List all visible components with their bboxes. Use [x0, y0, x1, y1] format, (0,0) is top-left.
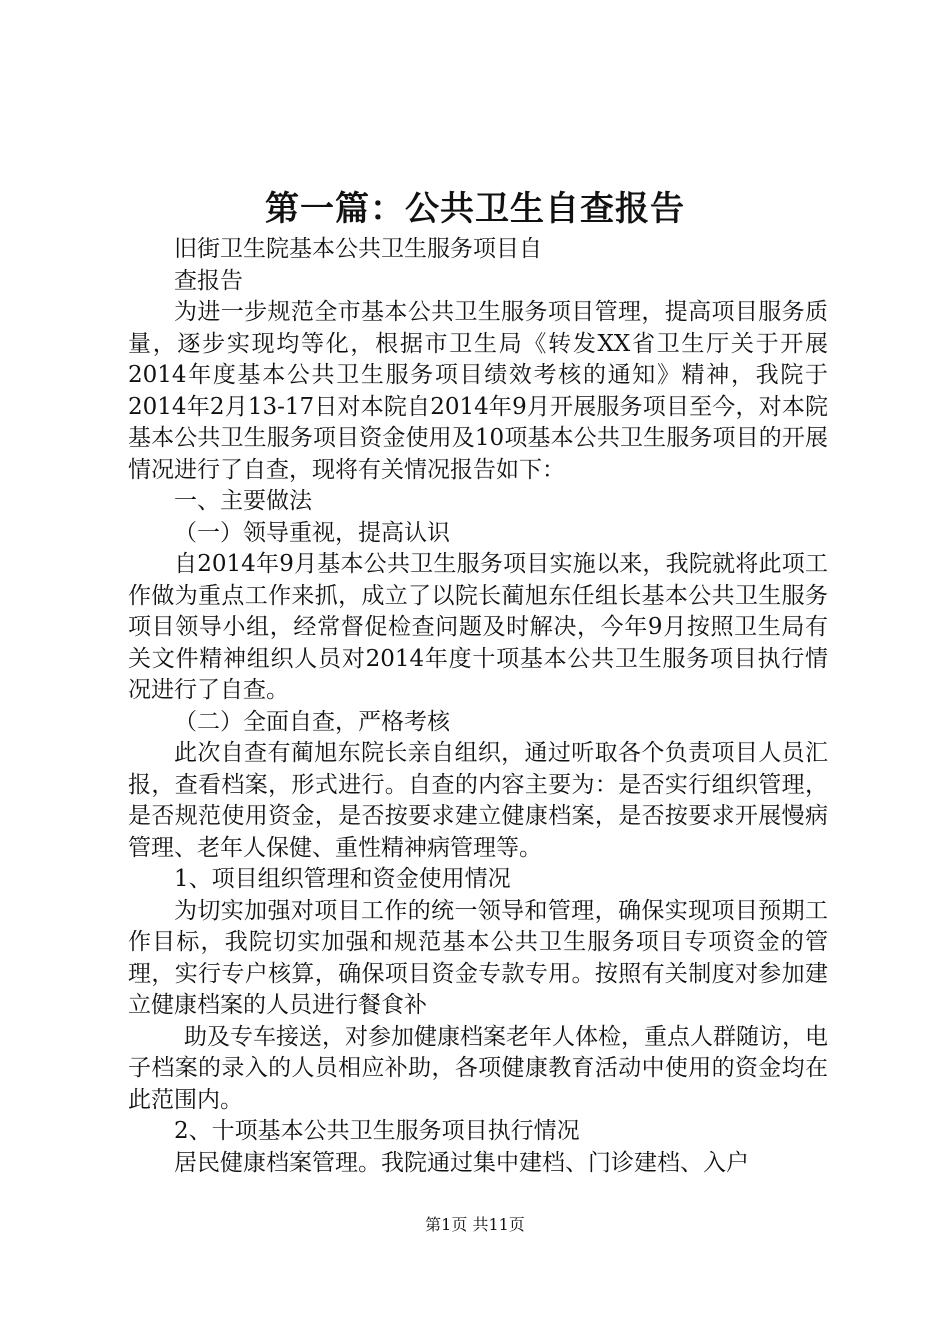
section-heading: 一、主要做法 — [174, 488, 312, 514]
paragraph: 为切实加强对项目工作的统一领导和管理，确保实现项目预期工作目标，我院切实加强和规范基本公共卫生服务项目专项资金的管理，实行专户核算，确保项目资金专款专用。按照有关制度对参加建立健康档案的人员进行餐食补 — [128, 897, 828, 1018]
subsection-heading: 1、项目组织管理和资金使用情况 — [174, 866, 511, 892]
paragraph: 旧街卫生院基本公共卫生服务项目自 — [174, 236, 542, 262]
paragraph: 助及专车接送，对参加健康档案老年人体检，重点人群随访，电子档案的录入的人员相应补助，各项健康教育活动中使用的资金均在此范围内。 — [128, 1023, 828, 1113]
paragraph: 查报告 — [174, 267, 243, 294]
document-body — [128, 234, 828, 1179]
paragraph: 居民健康档案管理。我院通过集中建档、门诊建档、入户 — [174, 1149, 749, 1176]
subsection-heading: 2、十项基本公共卫生服务项目执行情况 — [174, 1118, 580, 1144]
paragraph: 自2014年9月基本公共卫生服务项目实施以来，我院就将此项工作做为重点工作来抓，成立了以院长蔺旭东任组长基本公共卫生服务项目领导小组，经常督促检查问题及时解决，今年9月按照卫生局有关文件精神组织人员对2014年度十项基本公共卫生服务项目执行情况进行了自查。 — [128, 551, 828, 703]
paragraph: 此次自查有蔺旭东院长亲自组织，通过听取各个负责项目人员汇报，查看档案，形式进行。自查的内容主要为：是否实行组织管理，是否规范使用资金，是否按要求建立健康档案，是否按要求开展慢病管理、老年人保健、重性精神病管理等。 — [128, 740, 828, 861]
subsection-heading: （一）领导重视，提高认识 — [174, 519, 450, 546]
subsection-heading: （二）全面自查，严格考核 — [174, 708, 450, 735]
page-footer: 第1页 共11页 — [425, 1215, 525, 1234]
paragraph: 为进一步规范全市基本公共卫生服务项目管理，提高项目服务质量，逐步实现均等化，根据市卫生局《转发XX省卫生厅关于开展2014年度基本公共卫生服务项目绩效考核的通知》精神，我院于2014年2月13-17日对本院自2014年9月开展服务项目至今，对本院基本公共卫生服务项目资金使用及10项基本公共卫生服务项目的开展情况进行了自查，现将有关情况报告如下： — [128, 299, 828, 483]
document-title: 第一篇：公共卫生自查报告 — [265, 189, 685, 229]
